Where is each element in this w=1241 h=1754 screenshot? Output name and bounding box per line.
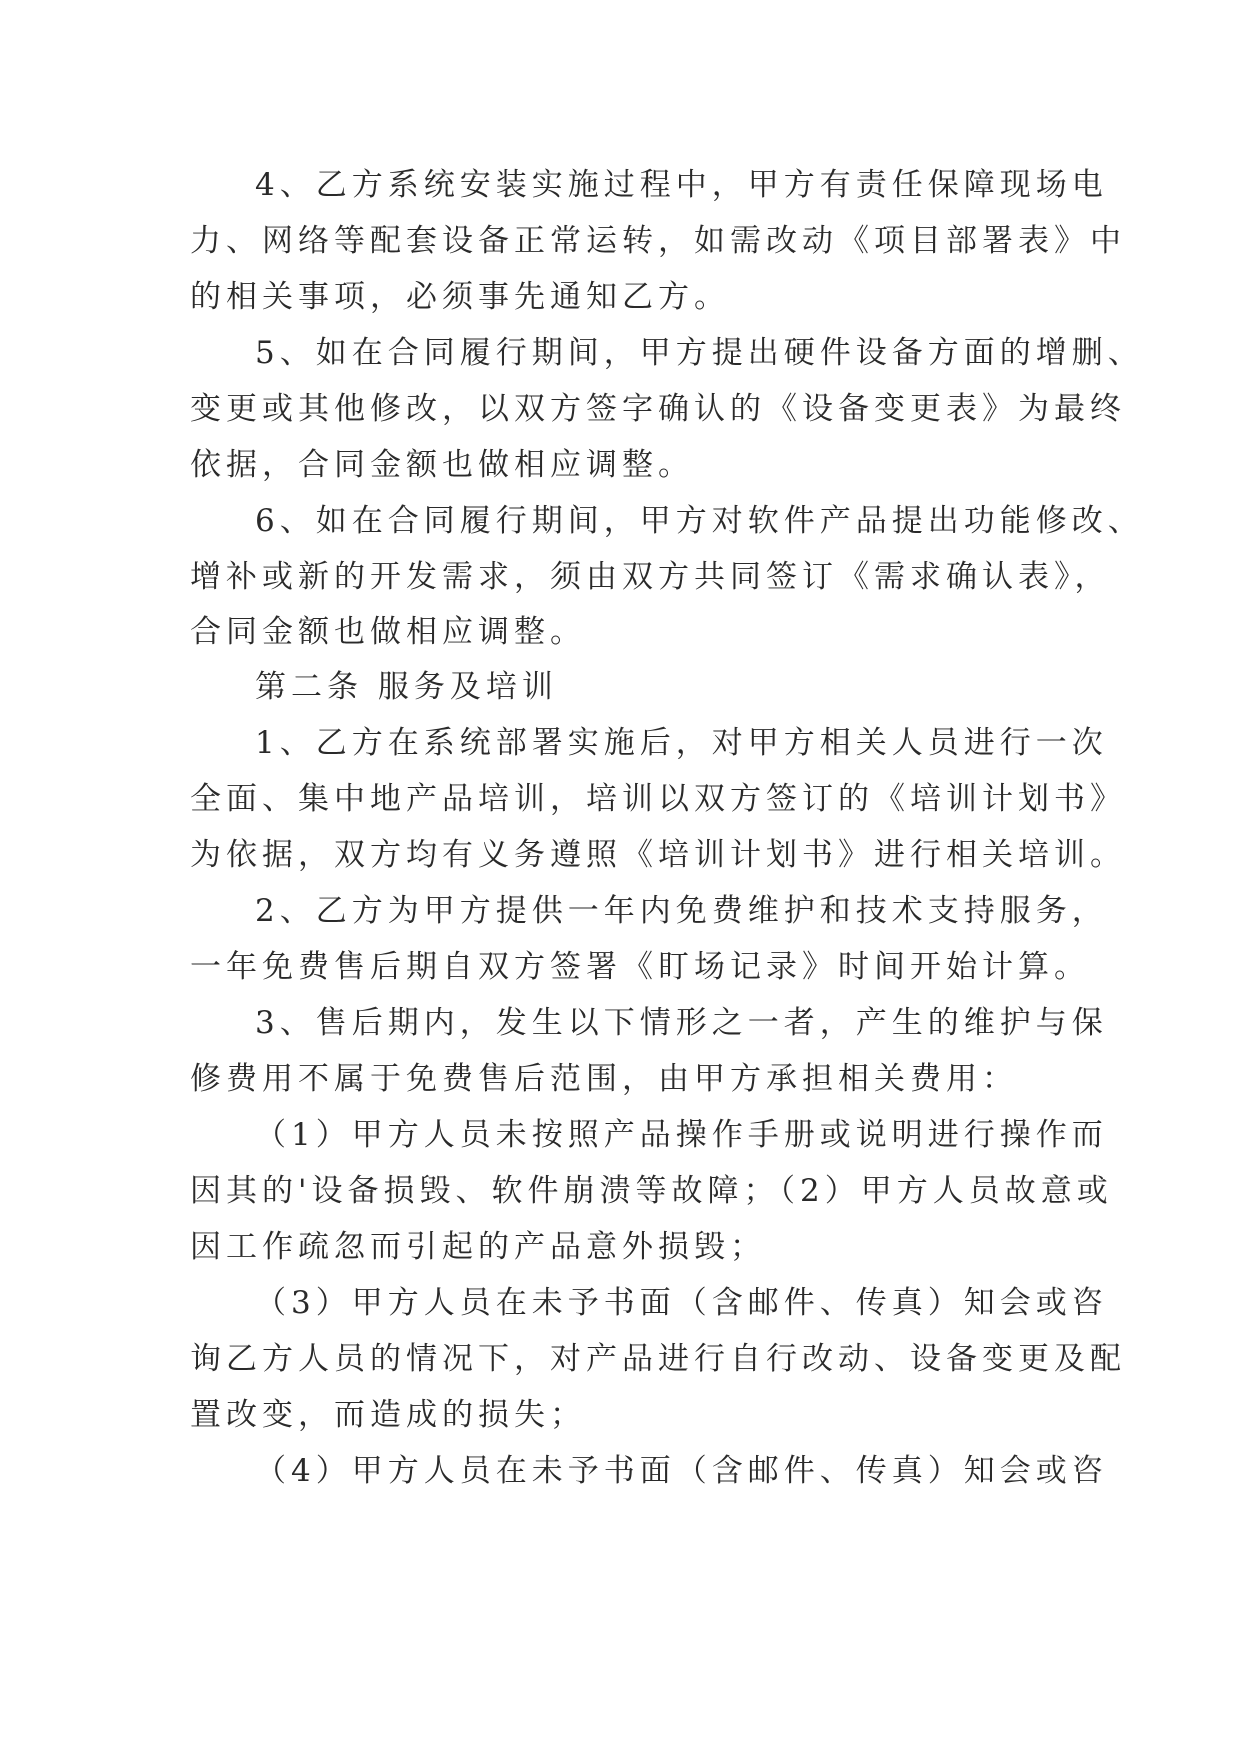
condition-4-line-1: （4）甲方人员在未予书面（含邮件、传真）知会或咨 xyxy=(255,1453,1108,1489)
paragraph-6-line-2: 增补或新的开发需求，须由双方共同签订《需求确认表》， xyxy=(190,559,1111,595)
paragraph-4-line-3: 的相关事项，必须事先通知乙方。 xyxy=(190,279,730,315)
service-item-2-line-1: 2、乙方为甲方提供一年内免费维护和技术支持服务， xyxy=(255,893,1108,929)
condition-3-line-3: 置改变，而造成的损失； xyxy=(190,1397,586,1433)
service-item-3-line-1: 3、售后期内，发生以下情形之一者，产生的维护与保 xyxy=(255,1005,1108,1041)
paragraph-4-line-1: 4、乙方系统安装实施过程中，甲方有责任保障现场电 xyxy=(255,167,1108,203)
section-heading: 第二条 服务及培训 xyxy=(255,669,558,705)
service-item-1-line-3: 为依据，双方均有义务遵照《培训计划书》进行相关培训。 xyxy=(190,837,1126,873)
service-item-1-line-2: 全面、集中地产品培训，培训以双方签订的《培训计划书》 xyxy=(190,781,1126,817)
condition-2-line: 因工作疏忽而引起的产品意外损毁； xyxy=(190,1229,766,1265)
service-item-2-line-2: 一年免费售后期自双方签署《盯场记录》时间开始计算。 xyxy=(190,949,1090,985)
paragraph-5-line-1: 5、如在合同履行期间，甲方提出硬件设备方面的增删、 xyxy=(255,335,1144,371)
condition-1-line-2: 因其的'设备损毁、软件崩溃等故障；（2）甲方人员故意或 xyxy=(190,1173,1113,1209)
condition-3-line-2: 询乙方人员的情况下，对产品进行自行改动、设备变更及配 xyxy=(190,1341,1126,1377)
paragraph-5-line-2: 变更或其他修改，以双方签字确认的《设备变更表》为最终 xyxy=(190,391,1126,427)
paragraph-6-line-1: 6、如在合同履行期间，甲方对软件产品提出功能修改、 xyxy=(255,503,1144,539)
paragraph-4-line-2: 力、网络等配套设备正常运转，如需改动《项目部署表》中 xyxy=(190,223,1126,259)
service-item-3-line-2: 修费用不属于免费售后范围，由甲方承担相关费用： xyxy=(190,1061,1018,1097)
paragraph-5-line-3: 依据，合同金额也做相应调整。 xyxy=(190,447,694,483)
condition-1-line-1: （1）甲方人员未按照产品操作手册或说明进行操作而 xyxy=(255,1117,1108,1153)
condition-3-line-1: （3）甲方人员在未予书面（含邮件、传真）知会或咨 xyxy=(255,1285,1108,1321)
paragraph-6-line-3: 合同金额也做相应调整。 xyxy=(190,614,586,650)
service-item-1-line-1: 1、乙方在系统部署实施后，对甲方相关人员进行一次 xyxy=(255,725,1108,761)
